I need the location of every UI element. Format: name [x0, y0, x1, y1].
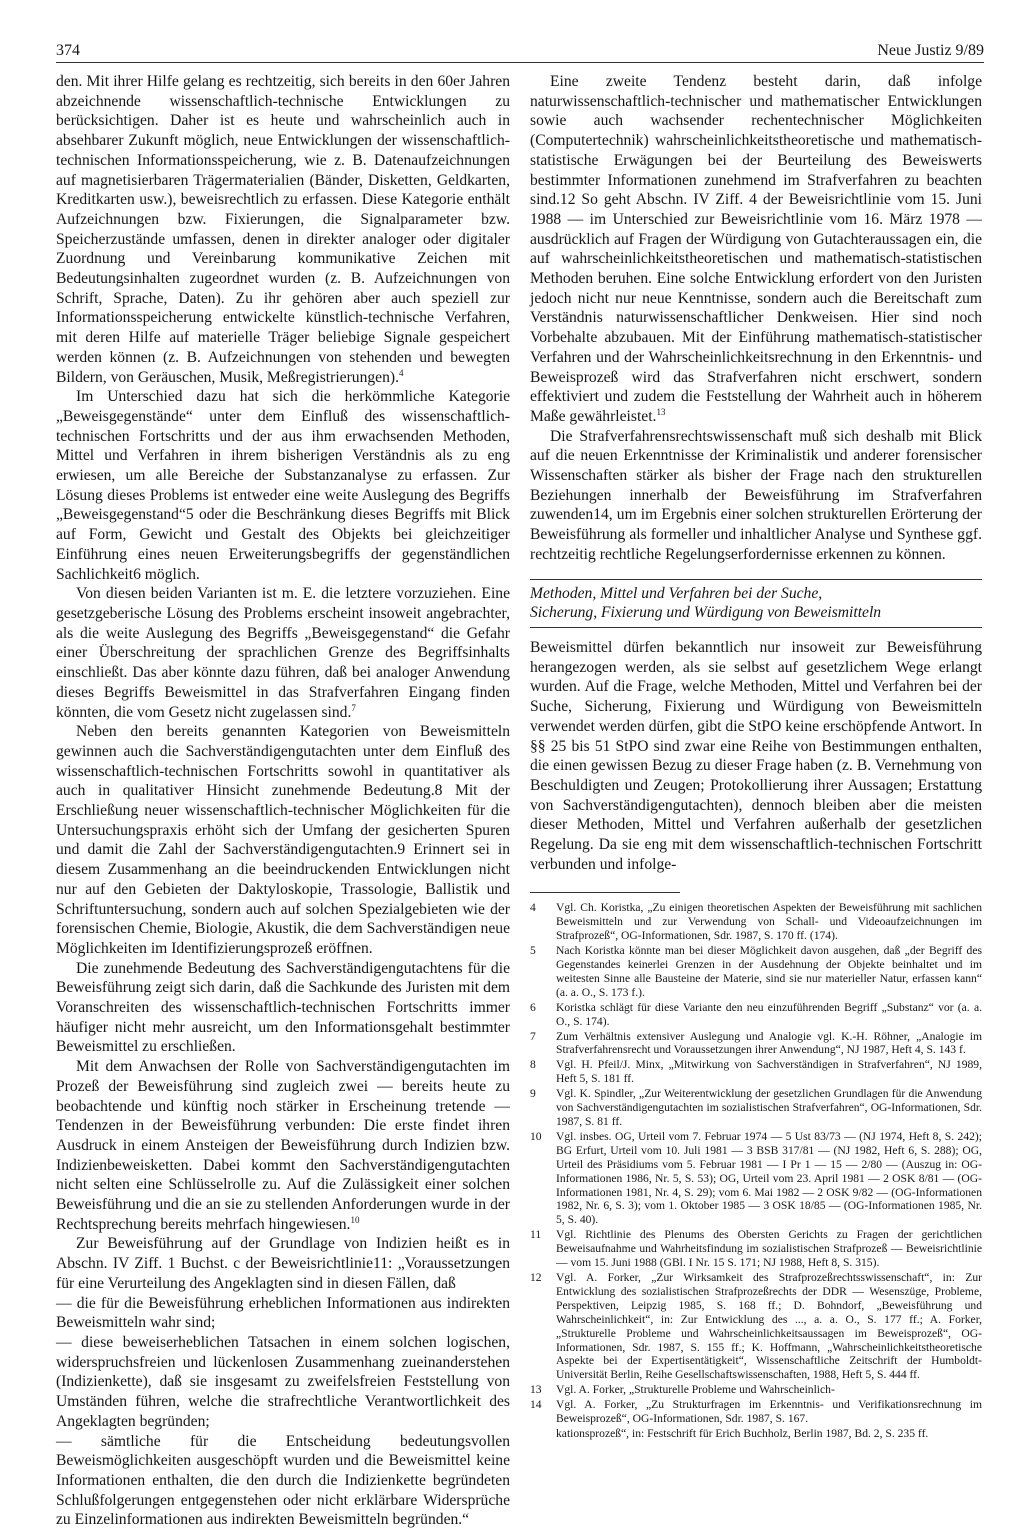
footnotes: [530, 901, 982, 1440]
footnote: 9 Vgl. K. Spindler, „Zur Weiterentwicklung der gesetzlichen Grundlagen für die Anwendung von Sachverständigengutachten im sozialistischen Strafverfahren“, OG-Informationen, Sdr. 1987, S. 81 ff.: [530, 1087, 982, 1129]
footnote: 14 Vgl. A. Forker, „Zu Strukturfragen im Erkenntnis- und Verifikationsrechnung im Beweisprozeß“, OG-Informationen, Sdr. 1987, S. 167.: [530, 1398, 982, 1426]
list-item: — diese beweiserheblichen Tatsachen in einem solchen logischen, widerspruchsfreien und lückenlosen Zusammenhang zueinanderstehen (Indizienkette), daß sie insgesamt zu zweifelsfreien Feststellung von Umständen führen, welche die strafrechtliche Verantwortlichkeit des Angeklagten begründen;: [56, 1334, 510, 1430]
footnote: kationsprozeß“, in: Festschrift für Erich Buchholz, Berlin 1987, Bd. 2, S. 235 ff.: [556, 1426, 929, 1440]
footnote: 7 Zum Verhältnis extensiver Auslegung und Analogie vgl. K.-H. Röhner, „Analogie im Strafverfahrensrecht und Voraussetzungen ihrer Anwendung“, NJ 1987, Heft 4, S. 143 f.: [530, 1029, 982, 1057]
paragraph: Im Unterschied dazu hat sich die herkömmliche Kategorie „Beweisgegenstände“ unter dem Einfluß des wissenschaftlich-technischen Fortschritts und der aus ihm erwachsenden Methoden, Mittel und Verfahren in ihrem bisherigen Verständnis als zu eng erwiesen, um alle Bereiche der Substanzanalyse zu erfassen. Zur Lösung dieses Problems ist entweder eine weite Auslegung des Begriffs „Beweisgegenstand“5 oder die Beschränkung dieses Begriffs mit Blick auf Form, Gewicht und Gestalt des Objekts bei gleichzeitiger Einführung eines neuen Erweiterungsbegriffs der gegenständlichen Sachlichkeit6 möglich.: [56, 388, 510, 583]
footnote: 10 Vgl. insbes. OG, Urteil vom 7. Februar 1974 — 5 Ust 83/73 — (NJ 1974, Heft 8, S. 242); BG Erfurt, Urteil vom 10. Juli 1981 — 3 BSB 317/81 — (NJ 1982, Heft 6, S. 288); OG, Urteil des Präsidiums vom 5. Februar 1981 — I Pr 1 — 15 — 2/80 — (Auszug in: OG-Informationen 1986, Nr. 5, S. 53); OG, Urteil vom 23. April 1981 — 2 OSK 8/81 — (OG-Informationen 1981, Nr. 4, S. 29); vom 6. Mai 1982 — 2 OSK 9/82 — (OG-Informationen 1982, Nr. 6, S. 3); vom 1. Oktober 1985 — 3 OSK 18/85 — (OG-Informationen 1985, Nr. 5, S. 40).: [530, 1129, 982, 1227]
section-heading-line: Sicherung, Fixierung und Würdigung von Beweismitteln: [530, 604, 882, 622]
paragraph: Die zunehmende Bedeutung des Sachverständigengutachtens für die Beweisführung zeigt sich darin, daß die Sachkunde des Juristen mit dem Voranschreiten des wissenschaftlich-technischen Fortschritts immer häufiger nicht mehr ausreicht, um den Informationsgehalt bestimmter Beweismittel zu erschließen.: [56, 959, 510, 1056]
right-column: [530, 72, 982, 1442]
section-heading: [530, 579, 982, 628]
paragraph: Die Strafverfahrensrechtswissenschaft muß sich deshalb mit Blick auf die neuen Erkenntnisse der Kriminalistik und anderer forensischer Wissenschaften stärker als bisher der Frage nach den strukturellen Beziehungen innerhalb der Beweisführung im Strafverfahren zuwenden14, um im Ergebnis einer solchen strukturellen Erörterung der Beweisführung als formeller und inhaltlicher Analyse und Synthese ggf. rechtzeitig rechtliche Regelungserfordernisse erkennen zu können.: [530, 427, 982, 563]
list-item: — die für die Beweisführung erheblichen Informationen aus indirekten Beweismitteln wahr sind;: [56, 1294, 510, 1332]
footnote: 12 Vgl. A. Forker, „Zur Wirksamkeit des Strafprozeßrechtsswissenschaft“, in: Zur Entwicklung des sozialistischen Strafprozeßrechts der DDR — Wesenszüge, Probleme, Perspektiven, Leipzig 1985, S. 168 ff.; D. Bohndorf, „Beweisführung und Wahrscheinlichkeit“, in: Zur Entwicklung des ..., a. a. O., S. 177 ff.; A. Forker, „Strukturelle Probleme und Wahrscheinlichkeitsaussagen im Beweisprozeß“, OG-Informationen, Sdr. 1987, S. 155 ff.; K. Hoffmann, „Wahrscheinlichkeitstheoretische Aspekte bei der Expertisentätigkeit“, Wissenschaftliche Zeitschrift der Humboldt-Universität Berlin, Reihe Gesellschaftswissenschaften, 1988, Heft 5, S. 444 ff.: [530, 1270, 982, 1382]
left-column: [56, 72, 510, 1530]
paragraph: Beweismittel dürfen bekanntlich nur insoweit zur Beweisführung herangezogen werden, als sie selbst auf gesetzlichem Wege erlangt wurden. Auf die Frage, welche Methoden, Mittel und Verfahren bei der Suche, Sicherung, Fixierung und Würdigung von Beweismitteln verwendet werden dürfen, gibt die StPO keine erschöpfende Antwort. In §§ 25 bis 51 StPO sind zwar eine Reihe von Bestimmungen enthalten, die einen gewissen Bezug zu dieser Frage haben (z. B. Vernehmung von Beschuldigten und Zeugen; Protokollierung ihrer Aussagen; Erstattung von Sachverständigengutachten), dennoch bleiben aber die meisten dieser Methoden, Mittel und Verfahren außerhalb der gesetzlichen Regelung. Da sie eng mit dem wissenschaftlich-technischen Fortschritt verbunden und infolge-: [530, 638, 982, 873]
paragraph: Von diesen beiden Varianten ist m. E. die letztere vorzuziehen. Eine gesetzgeberische Lösung des Problems erscheint insoweit angebrachter, als die weite Auslegung des Begriffs „Beweisgegenstand“ die Gefahr einer Überschreitung der sprachlichen Grenze des Begriffsinhalts einschließt. Das aber könnte dazu führen, daß bei analoger Anwendung dieses Begriffs Beweismittel in das Strafverfahren Eingang finden könnten, die vom Gesetz nicht zugelassen sind.$^7$: [56, 585, 510, 721]
page-header: [56, 42, 984, 63]
footnote: 13 Vgl. A. Forker, „Strukturelle Probleme und Wahrscheinlich-: [530, 1383, 835, 1397]
journal-issue: Neue Justiz 9/89: [877, 42, 984, 59]
section-heading-line: Methoden, Mittel und Verfahren bei der Suche,: [530, 584, 823, 602]
paragraph: Zur Beweisführung auf der Grundlage von Indizien heißt es in Abschn. IV Ziff. 1 Buchst. c der Beweisrichtlinie11: „Voraussetzungen für eine Verurteilung des Angeklagten sind in diesen Fällen, daß: [56, 1235, 510, 1292]
footnote-divider: [530, 892, 680, 893]
footnote: 6 Koristka schlägt für diese Variante den neu einzuführenden Begriff „Substanz“ vor (a. a. O., S. 174).: [530, 1000, 982, 1028]
paragraph: Eine zweite Tendenz besteht darin, daß infolge naturwissenschaftlich-technischer und mathematischer Entwicklungen sowie auch wachsender rechentechnischer Möglichkeiten (Computertechnik) wahrscheinlichkeitstheoretische und mathematisch-statistische Erwägungen bei der Beurteilung des Beweiswerts bestimmter Informationen zunehmend im Strafverfahren zu beachten sind.12 So geht Abschn. IV Ziff. 4 der Beweisrichtlinie vom 15. Juni 1988 — im Unterschied zur Beweisrichtlinie vom 16. März 1978 — ausdrücklich auf Fragen der Würdigung von Gutachteraussagen ein, die auf wahrscheinlichkeitstheoretischen und mathematisch-statistischen Methoden beruhen. Eine solche Entwicklung erfordert von den Juristen jedoch nicht nur neue Kenntnisse, sondern auch die Bereitschaft zum Verständnis naturwissenschaftlicher Denkweisen. Hier sind noch Vorbehalte abzubauen. Mit der Einführung mathematisch-statistischer Verfahren und der Wahrscheinlichkeitsrechnung in den Erkenntnis- und Beweisprozeß wird das Strafverfahren nicht erschwert, sondern effektiviert und zudem die Feststellung der Wahrheit auch in höherem Maße gewährleistet.$^{13}$: [530, 73, 982, 425]
footnote: 11 Vgl. Richtlinie des Plenums des Obersten Gerichts zu Fragen der gerichtlichen Beweisaufnahme und Wahrheitsfindung im sozialistischen Strafprozeß — Beweisrichtlinie — vom 15. Juni 1988 (GBl. I Nr. 15 S. 171; NJ 1988, Heft 8, S. 315).: [530, 1228, 982, 1270]
page-number: 374: [56, 42, 80, 59]
footnote: 5 Nach Koristka könnte man bei dieser Möglichkeit davon ausgehen, daß „der Begriff des Gegenstandes keinerlei Grenzen in der Ausdehnung der Objekte beinhaltet und im weitesten Sinne alle Bausteine der Materie, sind sie nur materieller Natur, erfassen kann“ (a. a. O., S. 173 f.).: [530, 944, 982, 999]
paragraph: den. Mit ihrer Hilfe gelang es rechtzeitig, sich bereits in den 60er Jahren abzeichnende wissenschaftlich-technische Entwicklungen zu berücksichtigen. Daher ist es heute und wahrscheinlich auch in absehbarer Zukunft möglich, neue Entwicklungen der wissenschaftlich-technischen Informationsspeicherung, wie z. B. Datenaufzeichnungen auf magnetisierbaren Trägermaterialien (Bänder, Disketten, Geldkarten, Kreditkarten usw.), beweisrechtlich zu erfassen. Diese Kategorie enthält Aufzeichnungen bzw. Fixierungen, die Signalparameter bzw. Speicherzustände umfassen, denen in direkter analoger oder digitaler Zuordnung und Vereinbarung kommunikative Zeichen mit Bedeutungsinhalten zugeordnet wurden (z. B. Aufzeichnungen von Schrift, Sprache, Daten). Zu ihr gehören aber auch speziell zur Informationsspeicherung entwickelte künstlich-technische Verfahren, mit deren Hilfe auf materielle Träger beliebige Signale gespeichert werden können (z. B. Aufzeichnungen von stehenden und bewegten Bildern, von Geräuschen, Musik, Meßregistrierungen).$^4$: [56, 73, 510, 386]
paragraph: Mit dem Anwachsen der Rolle von Sachverständigengutachten im Prozeß der Beweisführung sind zugleich zwei — bereits heute zu beobachtende und künftig noch stärker in Erscheinung tretende — Tendenzen in der Beweisführung verbunden: Die erste findet ihren Ausdruck in einem Ansteigen der Beweisführung durch Indizien bzw. Indizienbeweisketten. Dabei kommt den Sachverständigengutachten nicht selten eine Schlüsselrolle zu. Auf die Zulässigkeit einer solchen Beweisführung und die an sie zu stellenden Anforderungen wurde in der Rechtsprechung bereits mehrfach hingewiesen.$^{10}$: [56, 1058, 510, 1233]
footnote: 4 Vgl. Ch. Koristka, „Zu einigen theoretischen Aspekten der Beweisführung mit sachlichen Beweismitteln und zur Verwendung von Schall- und Videoaufzeichnungen im Strafprozeß“, OG-Informationen, Sdr. 1987, S. 170 ff. (174).: [530, 901, 982, 943]
footnote: 8 Vgl. H. Pfeil/J. Minx, „Mitwirkung von Sachverständigen in Strafverfahren“, NJ 1989, Heft 5, S. 181 ff.: [530, 1058, 982, 1086]
list-item: — sämtliche für die Entscheidung bedeutungsvollen Beweismöglichkeiten ausgeschöpft wurden und die Beweismittel keine Informationen enthalten, die den durch die Indizienkette begründeten Schlußfolgerungen entgegenstehen oder nicht erklärbare Widersprüche zu Einzelinformationen aus indirekten Beweismitteln begründen.“: [56, 1432, 510, 1529]
paragraph: Neben den bereits genannten Kategorien von Beweismitteln gewinnen auch die Sachverständigengutachten unter dem Einfluß des wissenschaftlich-technischen Fortschritts sowohl in quantitativer als auch in qualitativer Hinsicht zunehmende Bedeutung.8 Mit der Erschließung neuer wissenschaftlich-technischer Möglichkeiten für die Untersuchungspraxis erhöht sich der Umfang der gesicherten Spuren und damit die Zahl der Sachverständigengutachten.9 Erinnert sei in diesem Zusammenhang an die beeindruckenden Entwicklungen nicht nur auf den Gebieten der Daktyloskopie, Trassologie, Ballistik und Schriftuntersuchung, sondern auch auf solchen Spezialgebieten wie der forensischen Chemie, Biologie, Akustik, die dem Sachverständigen neue Möglichkeiten im Identifizierungsprozeß eröffnen.: [56, 723, 510, 957]
